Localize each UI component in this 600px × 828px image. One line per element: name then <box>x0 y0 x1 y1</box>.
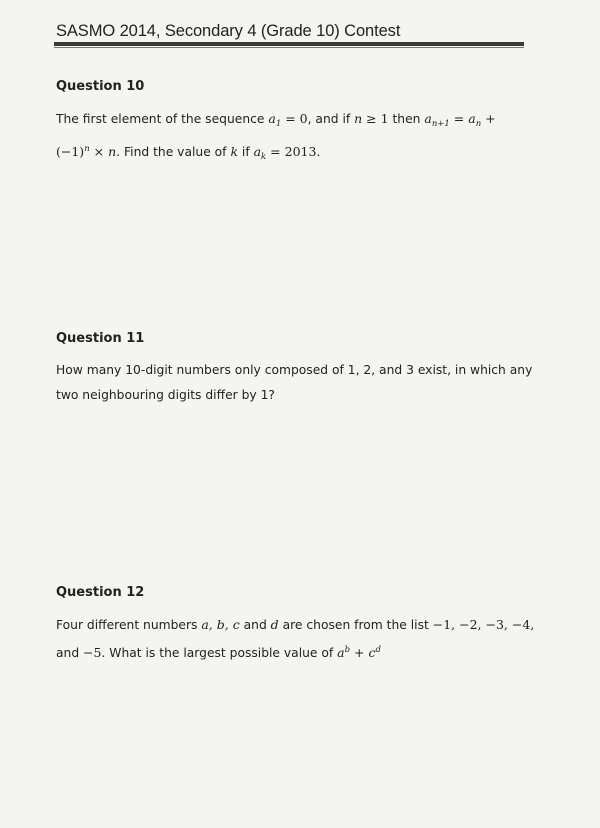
q10-text: then <box>388 112 425 126</box>
header-rule-thin <box>54 47 524 48</box>
question-12-heading: Question 12 <box>56 585 145 600</box>
q10-math: a <box>468 111 476 126</box>
q10-text: . <box>316 145 321 159</box>
q12-text: . What is the largest possible value of <box>101 646 338 660</box>
q10-sub: n+1 <box>431 119 450 129</box>
question-10-heading: Question 10 <box>56 79 145 94</box>
question-10-line-1 <box>56 106 526 137</box>
header-rule-thick <box>54 42 524 46</box>
q12-num: −5 <box>83 645 102 660</box>
q12-text: and <box>239 618 271 632</box>
q10-num: = 0 <box>281 111 308 126</box>
q10-math: n <box>108 144 117 159</box>
question-11-body <box>56 358 533 408</box>
q10-text: . Find the value of <box>116 145 231 159</box>
page-header-title: SASMO 2014, Secondary 4 (Grade 10) Contest <box>56 22 401 40</box>
question-12-line-1 <box>56 612 535 638</box>
q12-text: are chosen from the list <box>278 618 433 632</box>
q12-math: a, b, c <box>201 617 240 632</box>
q12-text: and <box>56 646 84 660</box>
question-10-line-2 <box>56 137 526 170</box>
question-12-line-2 <box>56 638 526 666</box>
q10-num: + <box>481 111 496 126</box>
q10-math: k <box>230 144 239 159</box>
q12-math: a <box>337 645 345 660</box>
q12-math: c <box>368 645 376 660</box>
q12-sup: d <box>375 645 381 655</box>
q10-text: , and if <box>307 112 355 126</box>
q10-sub: 1 <box>275 119 282 129</box>
q10-num: = 2013 <box>266 144 317 159</box>
q10-sup: n <box>84 144 90 154</box>
q10-math: a <box>424 111 432 126</box>
q10-sub: k <box>261 152 267 162</box>
q12-text: Four different numbers <box>56 618 202 632</box>
q12-sup: b <box>344 645 351 655</box>
question-11-line-1: How many 10-digit numbers only composed of 1, 2, and 3 exist, in which any <box>56 363 533 377</box>
q10-num: ≥ 1 <box>362 111 389 126</box>
q12-num: + <box>350 645 369 660</box>
q10-num: = <box>449 111 469 126</box>
q10-num: × <box>89 144 109 159</box>
q10-sub: n <box>475 119 482 129</box>
q10-math: a <box>268 111 276 126</box>
question-11-heading: Question 11 <box>56 331 145 346</box>
q12-num: −1, −2, −3, −4, <box>432 617 535 632</box>
q10-math: a <box>253 144 262 159</box>
q10-math: n <box>354 111 363 126</box>
question-12-body <box>56 612 535 666</box>
question-11-line-2: two neighbouring digits differ by 1? <box>56 388 275 402</box>
q12-math: d <box>270 617 279 632</box>
q10-text: The first element of the sequence <box>56 112 269 126</box>
q10-num: (−1) <box>56 144 85 159</box>
q10-text: if <box>238 145 254 159</box>
question-10-body <box>56 106 526 170</box>
